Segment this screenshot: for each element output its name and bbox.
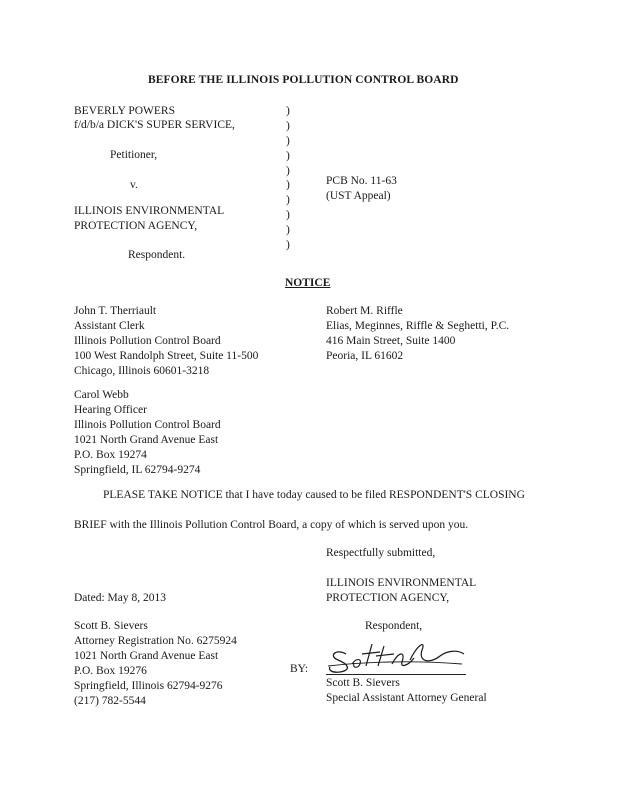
petitioner-dba: f/d/b/a DICK'S SUPER SERVICE,: [74, 119, 235, 131]
attorney-line: P.O. Box 19276: [74, 665, 147, 677]
signature-line: [326, 674, 466, 675]
address-line: Robert M. Riffle: [326, 305, 403, 317]
attorney-line: Attorney Registration No. 6275924: [74, 635, 237, 647]
respondent-line2: PROTECTION AGENCY,: [74, 220, 198, 232]
address-line: 416 Main Street, Suite 1400: [326, 335, 456, 347]
document-heading: BEFORE THE ILLINOIS POLLUTION CONTROL BOARD: [148, 74, 459, 86]
address-line: Elias, Meginnes, Riffle & Seghetti, P.C.: [326, 320, 510, 332]
caption-parentheses: [286, 104, 294, 253]
paren: ): [286, 119, 290, 132]
agency-line1: ILLINOIS ENVIRONMENTAL: [326, 577, 477, 589]
address-line: 100 West Randolph Street, Suite 11-500: [74, 350, 259, 362]
case-type: (UST Appeal): [326, 190, 391, 202]
paren: ): [286, 224, 290, 237]
paren: ): [286, 179, 290, 192]
versus: v.: [130, 179, 138, 191]
attorney-line: Springfield, Illinois 62794-9276: [74, 680, 223, 692]
recipient-counsel: [326, 304, 509, 364]
petitioner-name: BEVERLY POWERS: [74, 105, 175, 117]
address-line: 1021 North Grand Avenue East: [74, 434, 219, 446]
paren: ): [286, 239, 290, 252]
case-number: PCB No. 11-63: [326, 175, 397, 187]
signer-name: Scott B. Sievers: [326, 677, 400, 689]
attorney-line: 1021 North Grand Avenue East: [74, 650, 219, 662]
notice-body-line1: PLEASE TAKE NOTICE that I have today caused to be filed RESPONDENT'S CLOSING: [103, 489, 525, 501]
address-line: Springfield, IL 62794-9274: [74, 464, 201, 476]
attorney-line: (217) 782-5544: [74, 695, 146, 707]
address-line: Hearing Officer: [74, 404, 147, 416]
paren: ): [286, 209, 290, 222]
notice-title: NOTICE: [285, 277, 331, 289]
address-line: Illinois Pollution Control Board: [74, 335, 221, 347]
signer-title: Special Assistant Attorney General: [326, 692, 487, 704]
attorney-line: Scott B. Sievers: [74, 620, 148, 632]
respectfully-submitted: Respectfully submitted,: [326, 547, 436, 559]
agency-line2: PROTECTION AGENCY,: [326, 592, 450, 604]
address-line: Assistant Clerk: [74, 320, 145, 332]
address-line: P.O. Box 19274: [74, 449, 147, 461]
dated: Dated: May 8, 2013: [74, 592, 166, 604]
address-line: Chicago, Illinois 60601-3218: [74, 365, 210, 377]
notice-body-line2: BRIEF with the Illinois Pollution Control Board, a copy of which is served upon you.: [74, 519, 469, 531]
address-line: Peoria, IL 61602: [326, 350, 404, 362]
address-line: Carol Webb: [74, 389, 129, 401]
attorney-block: [74, 619, 237, 709]
paren: ): [286, 164, 290, 177]
respondent-role: Respondent.: [128, 249, 186, 261]
petitioner-role: Petitioner,: [110, 149, 158, 161]
recipient-hearing-officer: [74, 388, 221, 478]
address-line: John T. Therriault: [74, 305, 157, 317]
paren: ): [286, 194, 290, 207]
respondent-line1: ILLINOIS ENVIRONMENTAL: [74, 205, 225, 217]
respondent-closing: Respondent,: [365, 620, 423, 632]
paren: ): [286, 134, 290, 147]
paren: ): [286, 149, 290, 162]
address-line: Illinois Pollution Control Board: [74, 419, 221, 431]
signature-image: [322, 636, 472, 676]
by-label: BY:: [290, 663, 309, 675]
paren: ): [286, 105, 290, 117]
recipient-clerk: [74, 304, 258, 379]
